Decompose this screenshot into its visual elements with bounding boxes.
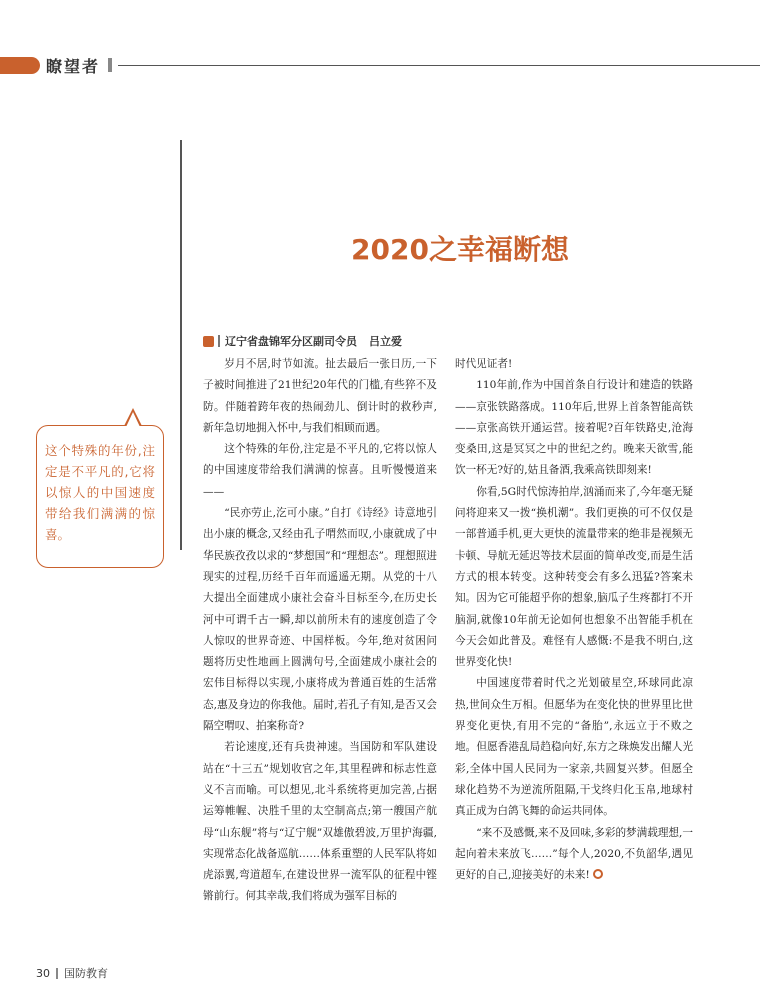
pullquote-tail-inner	[126, 412, 140, 427]
paragraph: 110年前,作为中国首条自行设计和建造的铁路——京张铁路落成。110年后,世界上首条智能高铁——京张高铁开通运营。接着呢?百年铁路史,沧海变桑田,这是冥冥之中的世纪之约。晚来天欲雪,能饮一杯无?好的,姑且备酒,我乘高铁即刻来!	[455, 379, 693, 477]
author-position: 辽宁省盘锦军分区副司令员	[225, 335, 357, 348]
header-rule	[118, 65, 760, 66]
final-paragraph-text: “来不及感慨,来不及回味,多彩的梦满载理想,一起向着未来放飞……”每个人,2020,不负韶华,遇见更好的自己,迎接美好的未来!	[455, 826, 693, 882]
article-column-left	[203, 354, 437, 908]
article-title: 2020之幸福断想	[351, 233, 569, 266]
page-number: 30	[36, 966, 50, 980]
footer-divider	[56, 968, 58, 979]
article-column-right	[455, 354, 693, 886]
byline-divider	[218, 335, 220, 347]
magazine-name: 国防教育	[64, 967, 108, 980]
paragraph: 若论速度,还有兵贵神速。当国防和军队建设站在“十三五”规划收官之年,其里程碑和标志性意义不言而喻。可以想见,北斗系统将更加完善,占据运筹帷幄、决胜千里的太空制高点;第一艘国产航母“山东舰”将与“辽宁舰”双雄傲碧波,万里护海疆,实现常态化战备巡航……体系重塑的人民军队将如虎添翼,弯道超车,在建设世界一流军队的征程中铿锵前行。何其幸哉,我们将成为强军目标的	[203, 741, 437, 903]
pullquote-box	[36, 425, 164, 568]
paragraph: 岁月不居,时节如流。扯去最后一张日历,一下子被时间推进了21世纪20年代的门槛,有些猝不及防。伴随着跨年夜的热闹劲儿、倒计时的救秒声,新年急切地拥入怀中,与我们相顾而遇。	[203, 358, 437, 434]
section-tab-bar	[0, 57, 40, 74]
pullquote-text: 这个特殊的年份,注定是不平凡的,它将以惊人的中国速度带给我们满满的惊喜。	[45, 443, 155, 542]
paragraph: “民亦劳止,汔可小康。”自打《诗经》诗意地引出小康的概念,又经由孔子喟然而叹,小康就成了中华民族孜孜以求的“梦想国”和“理想态”。理想照进现实的过程,历经千百年而遥遥无期。从党的十八大提出全面建成小康社会奋斗目标至今,在历史长河中可谓千古一瞬,却以前所未有的速度创造了令人惊叹的世界奇迹、中国样板。今年,绝对贫困问题将历史性地画上圆满句号,全面建成小康社会的宏伟目标得以实现,小康将成为普通百姓的生活常态,惠及身边的你我他。届时,若孔子有知,是否又会隔空喟叹、拍案称奇?	[203, 507, 437, 733]
page-footer	[36, 965, 108, 981]
paragraph-final	[455, 823, 693, 887]
column-name-divider	[108, 58, 112, 72]
vertical-rule	[180, 140, 182, 550]
paragraph-continuation: 时代见证者!	[455, 358, 513, 370]
author-name: 吕立爱	[369, 335, 402, 348]
paragraph: 你看,5G时代惊涛拍岸,汹涌而来了,今年毫无疑问将迎来又一拨“换机潮”。我们更换的可不仅仅是一部普通手机,更大更快的流量带来的绝非是视频无卡顿、导航无延迟等技术层面的简单改变,而是生活方式的根本转变。这种转变会有多么迅猛?答案未知。因为它可能超乎你的想象,脑瓜子生疼都打不开脑洞,就像10年前无论如何也想象不出智能手机在今天会如此普及。难怪有人感慨:不是我不明白,这世界变化快!	[455, 485, 693, 669]
paragraph: 这个特殊的年份,注定是不平凡的,它将以惊人的中国速度带给我们满满的惊喜。且听慢慢道来——	[203, 443, 437, 498]
author-badge-icon	[203, 336, 214, 347]
end-mark-icon	[593, 869, 603, 879]
column-name: 瞭望者	[46, 57, 101, 76]
byline	[203, 333, 402, 349]
paragraph: 中国速度带着时代之光划破星空,环球同此凉热,世间众生万相。但愿华为在变化快的世界里比世界变化更快,有用不完的“备胎”,永远立于不败之地。但愿香港乱局趋稳向好,东方之珠焕发出耀人光彩,全体中国人民同为一家亲,共圆复兴梦。但愿全球化趋势不为逆流所阻隔,干戈终归化玉帛,地球村真正成为白鸽飞舞的命运共同体。	[455, 677, 693, 818]
